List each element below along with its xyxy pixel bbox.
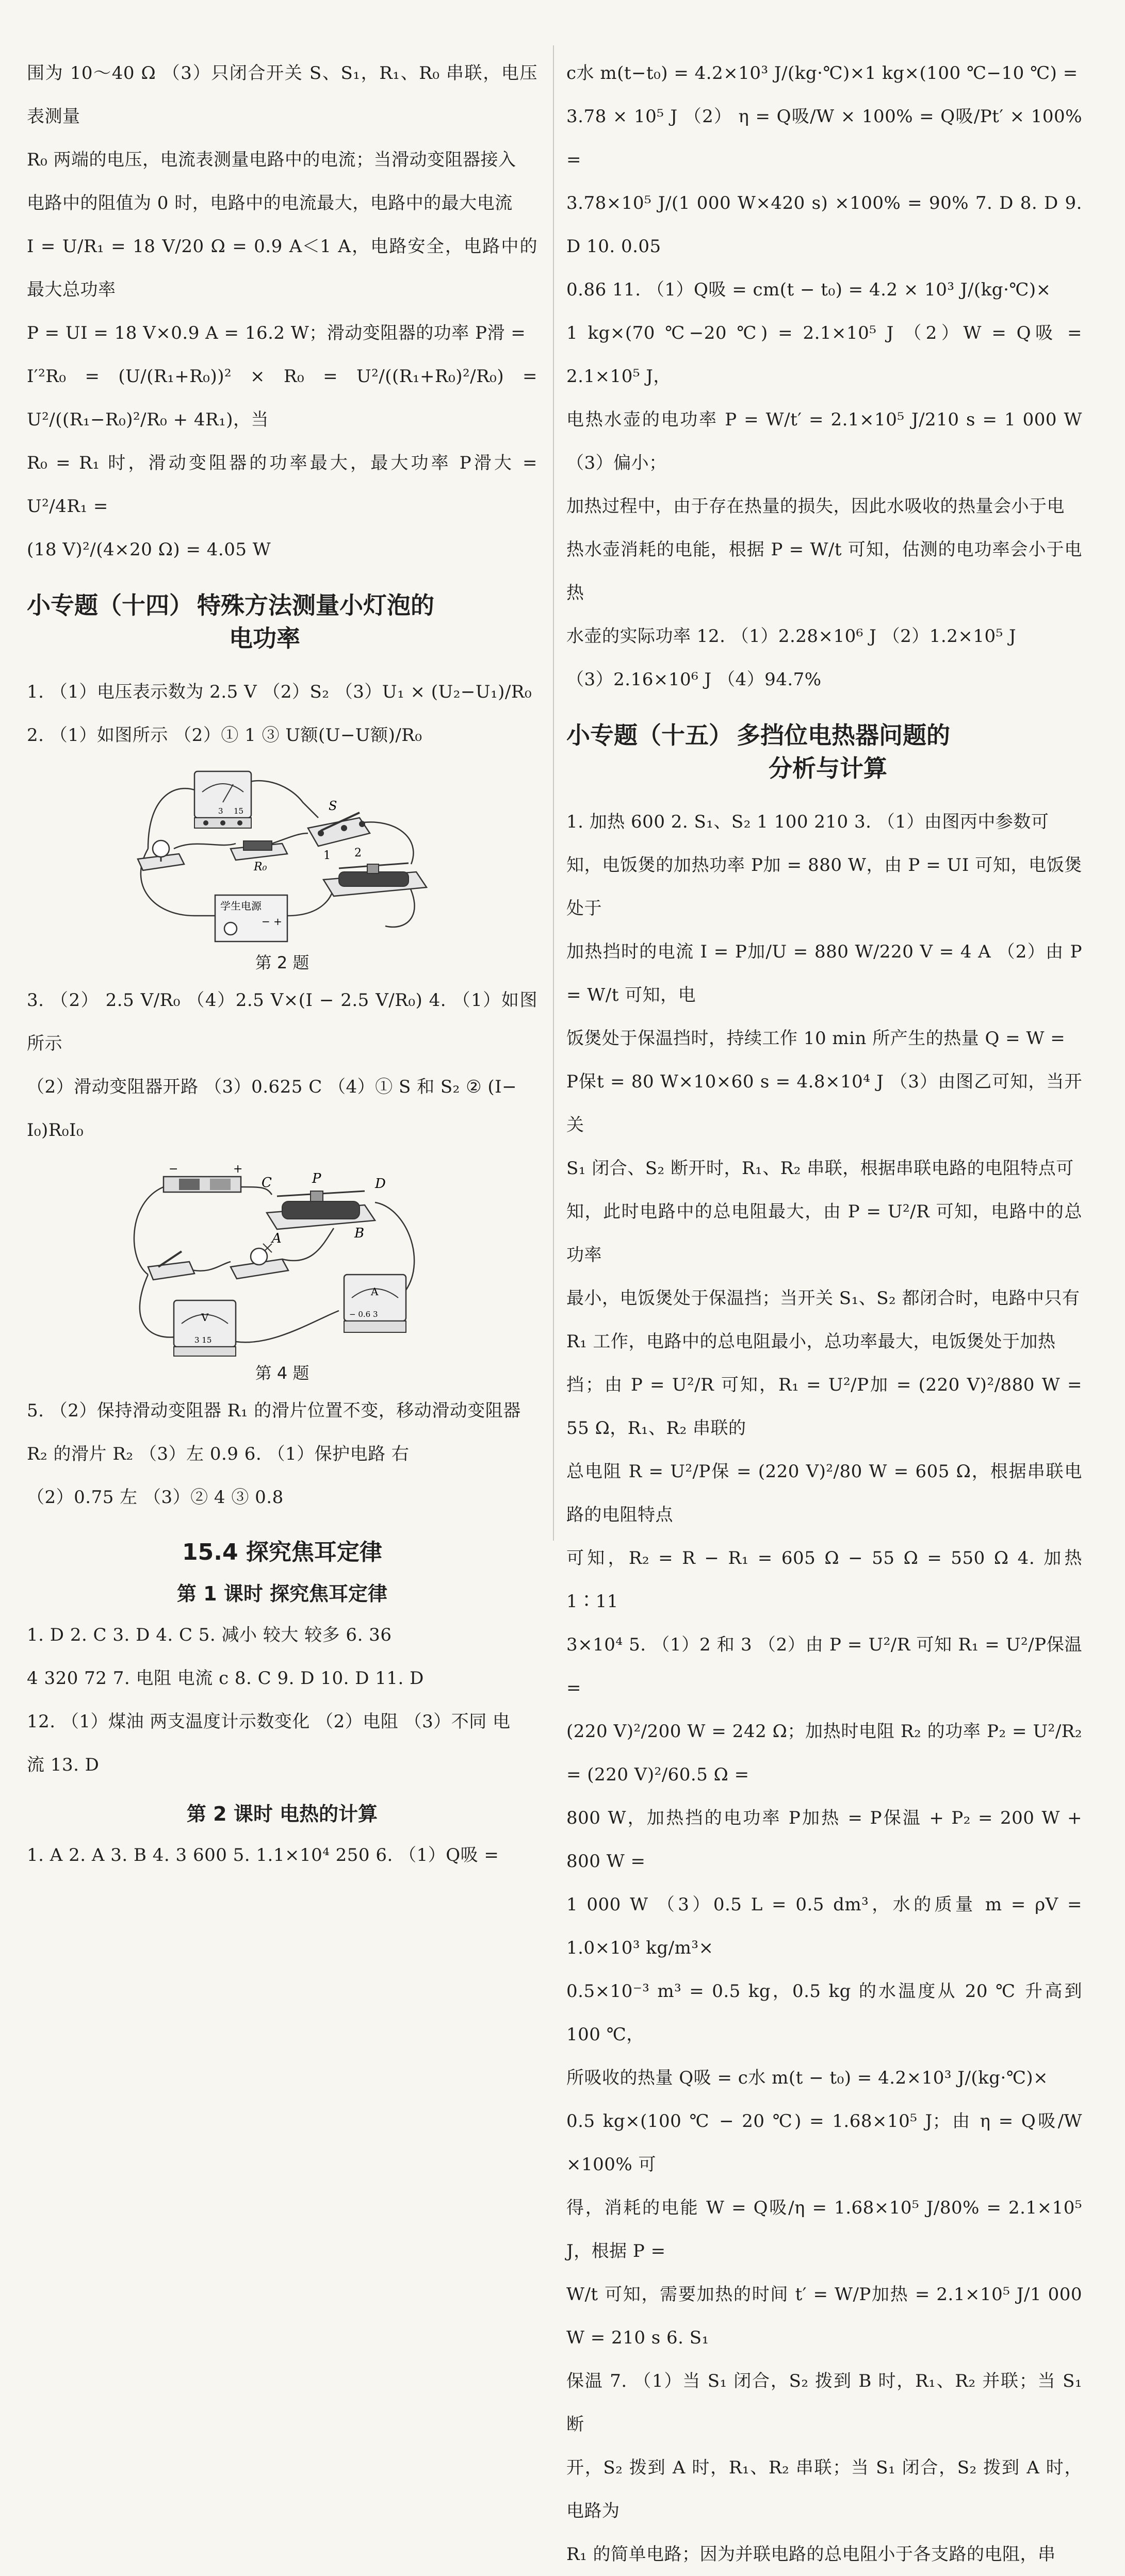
topic-15-heading [566, 719, 1082, 785]
text-line: R₀ 两端的电压，电流表测量电路中的电流；当滑动变阻器接入 [27, 150, 516, 170]
power-supply-icon [215, 895, 287, 942]
text-line: 水壶的实际功率 12. （1）2.28×10⁶ J （2）1.2×10⁵ J [566, 626, 1017, 647]
text-line: I₀)R₀I₀ [27, 1120, 84, 1141]
meter-letter: V [201, 1311, 209, 1324]
text-line: 800 W，加热挡的电功率 P加热 = P保温 + P₂ = 200 W + 800 W = [566, 1808, 1082, 1872]
text-line: R₁ 的简单电路；因为并联电路的总电阻小于各支路的电阻，串 [566, 2544, 1056, 2565]
text-line: (18 V)²/(4×20 Ω) = 4.05 W [27, 539, 271, 560]
text-line: 最小，电饭煲处于保温挡；当开关 S₁、S₂ 都闭合时，电路中只有 [566, 1288, 1080, 1309]
text-line: 1. 加热 600 2. S₁、S₂ 1 100 210 3. （1）由图丙中参数可 [566, 812, 1049, 832]
text-line: 0.86 11. （1）Q吸 = cm(t − t₀) = 4.2 × 10³ J/(kg·℃)× [566, 279, 1051, 300]
text-line: 1 kg×(70 ℃−20 ℃) = 2.1×10⁵ J （2）W = Q吸 = 2.1×10⁵ J， [566, 323, 1082, 387]
text-line: 1 000 W （3）0.5 L = 0.5 dm³，水的质量 m = ρV = 1.0×10³ kg/m³× [566, 1894, 1082, 1958]
circuit-diagram-4 [117, 1156, 447, 1357]
text-line: 饭煲处于保温挡时，持续工作 10 min 所产生的热量 Q = W = [566, 1028, 1066, 1049]
text-line: （2）0.75 左 （3）② 4 ③ 0.8 [27, 1487, 284, 1508]
text-line: W/t 可知，需要加热的时间 t′ = W/P加热 = 2.1×10⁵ J/1 000 W = 210 s 6. S₁ [566, 2284, 1082, 2348]
figure-caption: 第 2 题 [255, 953, 309, 972]
terminal-label: P [312, 1171, 321, 1186]
switch-icon [148, 1251, 194, 1280]
text-line: 2. （1）如图所示 （2）① 1 ③ U额(U−U额)/R₀ [27, 725, 422, 746]
text-line: c水 m(t−t₀) = 4.2×10³ J/(kg·℃)×1 kg×(100 ℃−10 ℃) = [566, 63, 1078, 84]
terminal-label: A [272, 1231, 282, 1246]
resistor-icon [231, 841, 287, 873]
text-line: 知，此时电路中的总电阻最大，由 P = U²/R 可知，电路中的总功率 [566, 1201, 1082, 1265]
text-line: 加热过程中，由于存在热量的损失，因此水吸收的热量会小于电 [566, 496, 1065, 517]
text-line: I′²R₀ = (U/(R₁+R₀))² × R₀ = U²/((R₁+R₀)²/R₀) = U²/((R₁−R₀)²/R₀ + 4R₁)，当 [27, 366, 537, 430]
figure-question-4 [27, 1156, 537, 1384]
text-line: (220 V)²/200 W = 242 Ω；加热时电阻 R₂ 的功率 P₂ = U²/R₂ = (220 V)²/60.5 Ω = [566, 1721, 1082, 1785]
power-supply-label: 学生电源 [220, 900, 262, 912]
power-terminals-label: − + [262, 915, 282, 928]
topic-14-heading [27, 589, 537, 655]
text-line: R₀ = R₁ 时，滑动变阻器的功率最大，最大功率 P滑大 = U²/4R₁ = [27, 453, 537, 517]
text-line: 总电阻 R = U²/P保 = (220 V)²/80 W = 605 Ω，根据串联电路的电阻特点 [566, 1461, 1082, 1525]
column-divider [553, 45, 554, 1541]
text-line: 电路中的阻值为 0 时，电路中的电流最大，电路中的最大电流 [27, 193, 513, 213]
switch-label: S [329, 799, 337, 813]
text-line: 1. （1）电压表示数为 2.5 V （2）S₂ （3）U₁ × (U₂−U₁)/R₀ [27, 682, 532, 702]
terminal-label: C [262, 1175, 272, 1191]
rheostat-icon [262, 1171, 386, 1246]
text-line: 加热挡时的电流 I = P加/U = 880 W/220 V = 4 A （2）由 P = W/t 可知，电 [566, 942, 1082, 1005]
text-line: （3）2.16×10⁶ J （4）94.7% [566, 669, 822, 690]
right-column [566, 52, 1082, 2576]
text-line: 挡；由 P = U²/R 可知，R₁ = U²/P加 = (220 V)²/880 W = 55 Ω，R₁、R₂ 串联的 [566, 1375, 1082, 1439]
text-line: 开，S₂ 拨到 A 时，R₁、R₂ 串联；当 S₁ 闭合，S₂ 拨到 A 时，电路为 [566, 2457, 1082, 2521]
text-line: S₁ 闭合、S₂ 断开时，R₁、R₂ 串联，根据串联电路的电阻特点可 [566, 1158, 1074, 1179]
terminal-label: D [375, 1176, 386, 1192]
figure-question-2 [27, 761, 537, 973]
topic-title-line-2: 分析与计算 [769, 754, 887, 782]
text-line: P保t = 80 W×10×60 s = 4.8×10⁴ J （3）由图乙可知，当开关 [566, 1071, 1082, 1135]
text-line: 3.78×10⁵ J/(1 000 W×420 s) ×100% = 90% 7. D 8. D 9. D 10. 0.05 [566, 193, 1082, 257]
meter-letter: A [371, 1285, 379, 1298]
text-line: 保温 7. （1）当 S₁ 闭合，S₂ 拨到 B 时，R₁、R₂ 并联；当 S₁ 断 [566, 2371, 1082, 2435]
text-line: 3×10⁴ 5. （1）2 和 3 （2）由 P = U²/R 可知 R₁ = U²/P保温 = [566, 1634, 1082, 1698]
text-line: P = UI = 18 V×0.9 A = 16.2 W；滑动变阻器的功率 P滑 = [27, 323, 526, 343]
meter-scale-label: 3 [218, 806, 223, 816]
text-line: 流 13. D [27, 1755, 100, 1775]
svg-text:−: − [169, 1163, 178, 1176]
text-line: 知，电饭煲的加热功率 P加 = 880 W，由 P = UI 可知，电饭煲处于 [566, 855, 1082, 919]
resistor-label: R₀ [254, 861, 267, 873]
text-line: 3. （2） 2.5 V/R₀ （4）2.5 V×(I − 2.5 V/R₀) 4. （1）如图所示 [27, 990, 537, 1054]
switch-terminal-label: 1 [323, 849, 331, 862]
ammeter-icon [344, 1275, 406, 1332]
text-line: 0.5×10⁻³ m³ = 0.5 kg，0.5 kg 的水温度从 20 ℃ 升高到 100 ℃， [566, 1981, 1082, 2045]
lesson-title: 第 1 课时 探究焦耳定律 [176, 1582, 388, 1605]
meter-scale-label: − 0.6 3 [349, 1310, 378, 1319]
topic-title-line-1: 特殊方法测量小灯泡的 [197, 591, 434, 619]
terminal-label: B [354, 1226, 365, 1241]
voltmeter-icon [194, 771, 251, 828]
text-line: 12. （1）煤油 两支温度计示数变化 （2）电阻 （3）不同 电 [27, 1711, 511, 1732]
text-line: 围为 10～40 Ω （3）只闭合开关 S、S₁，R₁、R₀ 串联，电压表测量 [27, 63, 537, 127]
text-line: 热水壶消耗的电能，根据 P = W/t 可知，估测的电功率会小于电热 [566, 539, 1082, 603]
text-line: 1. A 2. A 3. B 4. 3 600 5. 1.1×10⁴ 250 6. （1）Q吸 = [27, 1845, 499, 1865]
text-line: 4 320 72 7. 电阻 电流 c 8. C 9. D 10. D 11. D [27, 1668, 424, 1689]
svg-text:+: + [233, 1163, 243, 1176]
text-line: （2）滑动变阻器开路 （3）0.625 C （4）① S 和 S₂ ② (I− [27, 1077, 517, 1097]
text-line: 电热水壶的电功率 P = W/t′ = 2.1×10⁵ J/210 s = 1 000 W （3）偏小； [566, 409, 1082, 473]
text-line: 0.5 kg×(100 ℃ − 20 ℃) = 1.68×10⁵ J；由 η = Q吸/W ×100% 可 [566, 2111, 1082, 2175]
lamp-icon [231, 1248, 288, 1279]
switch-terminal-label: 2 [354, 847, 362, 860]
text-line: R₁ 工作，电路中的总电阻最小，总功率最大，电饭煲处于加热 [566, 1331, 1056, 1352]
text-line: 5. （2）保持滑动变阻器 R₁ 的滑片位置不变，移动滑动变阻器 [27, 1400, 521, 1421]
topic-title-line-2: 电功率 [229, 624, 300, 652]
battery-icon [164, 1163, 242, 1192]
text-line: I = U/R₁ = 18 V/20 Ω = 0.9 A＜1 A，电路安全，电路中的最大总功率 [27, 236, 537, 300]
lesson-title: 第 2 课时 电热的计算 [186, 1803, 378, 1825]
text-line: R₂ 的滑片 R₂ （3）左 0.9 6. （1）保护电路 右 [27, 1444, 410, 1464]
text-line: 1. D 2. C 3. D 4. C 5. 减小 较大 较多 6. 36 [27, 1625, 392, 1645]
topic-number: 小专题（十四） [27, 591, 193, 619]
text-line: 可知，R₂ = R − R₁ = 605 Ω − 55 Ω = 550 Ω 4. 加热 1∶11 [566, 1548, 1082, 1612]
topic-title-line-1: 多挡位电热器问题的 [737, 721, 950, 749]
meter-scale-label: 3 15 [194, 1335, 212, 1345]
text-line: 所吸收的热量 Q吸 = c水 m(t − t₀) = 4.2×10³ J/(kg·℃)× [566, 2068, 1049, 2088]
figure-caption: 第 4 题 [255, 1363, 309, 1383]
voltmeter-icon [174, 1300, 236, 1356]
text-line: 得，消耗的电能 W = Q吸/η = 1.68×10⁵ J/80% = 2.1×10⁵ J，根据 P = [566, 2198, 1082, 2261]
switch-icon [308, 799, 370, 862]
left-column [27, 52, 537, 1877]
meter-scale-label: 15 [234, 806, 244, 816]
text-line: 3.78 × 10⁵ J （2） η = Q吸/W × 100% = Q吸/Pt′ × 100% = [566, 106, 1082, 170]
circuit-diagram-2 [117, 761, 447, 947]
section-title: 15.4 探究焦耳定律 [182, 1539, 382, 1565]
topic-number: 小专题（十五） [566, 721, 732, 749]
